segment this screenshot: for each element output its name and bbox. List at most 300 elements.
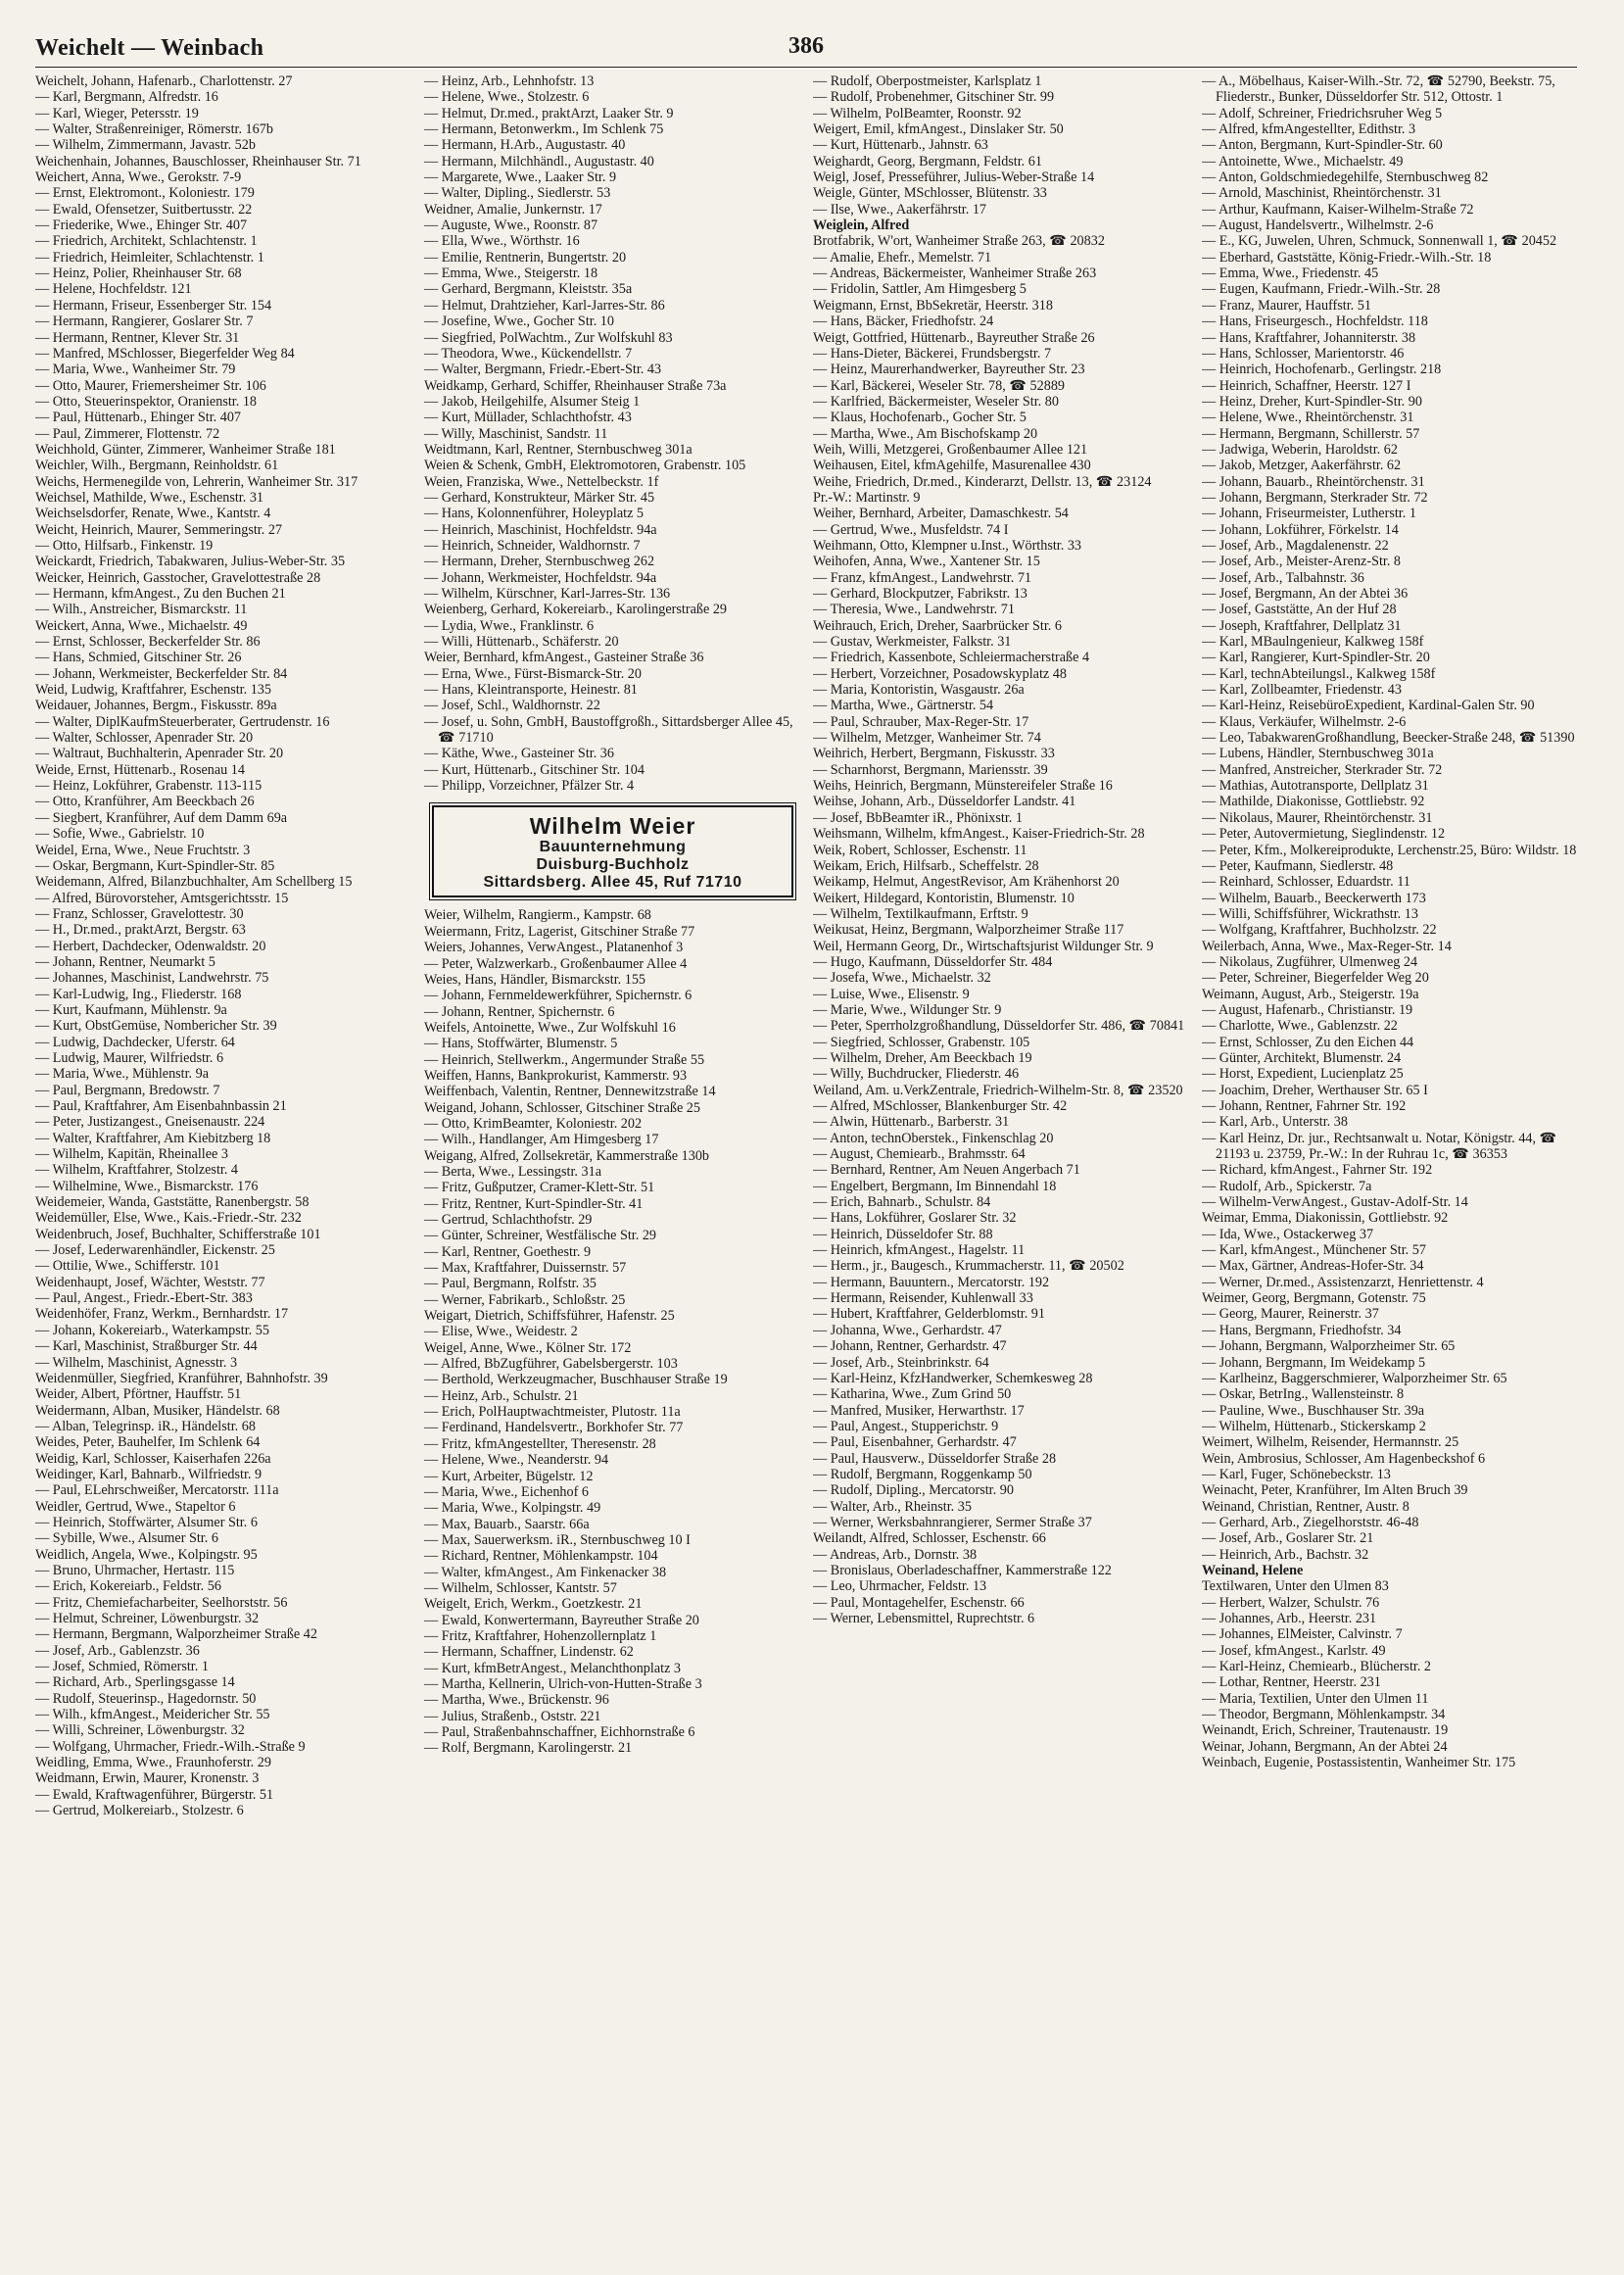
directory-entry: — Jakob, Metzger, Aakerfährstr. 62: [1202, 458, 1402, 474]
directory-entry: — Ewald, Kraftwagenführer, Bürgerstr. 51: [35, 1786, 274, 1803]
directory-entry: — Josef, kfmAngest., Karlstr. 49: [1202, 1642, 1386, 1659]
directory-entry: Weienberg, Gerhard, Kokereiarb., Karolingerstraße 29: [424, 602, 728, 618]
directory-entry: — Johann, Bergmann, Sterkrader Str. 72: [1202, 489, 1428, 506]
directory-entry: Weichler, Wilh., Bergmann, Reinholdstr. 61: [35, 458, 279, 474]
directory-entry: Weinacht, Peter, Kranführer, Im Alten Bruch 39: [1202, 1482, 1468, 1499]
directory-entry: — Hermann, Bauuntern., Mercatorstr. 192: [813, 1274, 1050, 1290]
directory-entry: — Karl, kfmAngest., Münchener Str. 57: [1202, 1242, 1426, 1259]
directory-entry: — Joachim, Dreher, Werthauser Str. 65 I: [1202, 1082, 1428, 1098]
directory-entry: — Georg, Maurer, Reinerstr. 37: [1202, 1306, 1379, 1323]
directory-entry: — Helene, Hochfeldstr. 121: [35, 281, 192, 298]
directory-entry: — Karl-Heinz, Chemiearb., Blücherstr. 2: [1202, 1659, 1432, 1675]
directory-entry: — Max, Sauerwerksm. iR., Sternbuschweg 10 I: [424, 1531, 691, 1548]
page-number: 386: [788, 33, 824, 59]
directory-entry: Weihe, Friedrich, Dr.med., Kinderarzt, Dellstr. 13, ☎ 23124: [813, 473, 1152, 490]
directory-entry: — Hermann, Rentner, Klever Str. 31: [35, 329, 240, 346]
directory-entry: Weikert, Hildegard, Kontoristin, Blumenstr. 10: [813, 890, 1075, 906]
directory-entry: — Berta, Wwe., Lessingstr. 31a: [424, 1163, 601, 1180]
directory-entry: — Paul, Bergmann, Rolfstr. 35: [424, 1276, 597, 1292]
directory-entry: — Emma, Wwe., Steigerstr. 18: [424, 266, 598, 282]
directory-entry: — Ella, Wwe., Wörthstr. 16: [424, 233, 580, 250]
directory-entry: — Paul, Hüttenarb., Ehinger Str. 407: [35, 410, 242, 426]
directory-entry: — Helmut, Dr.med., praktArzt, Laaker Str. 9: [424, 105, 674, 121]
directory-entry: — Friedrich, Architekt, Schlachtenstr. 1: [35, 233, 258, 250]
directory-entry: — Erich, Kokereiarb., Feldstr. 56: [35, 1578, 221, 1595]
directory-entry: — Wilh., kfmAngest., Meidericher Str. 55: [35, 1707, 270, 1723]
directory-entry: — Andreas, Bäckermeister, Wanheimer Straße 263: [813, 266, 1097, 282]
directory-entry: — Auguste, Wwe., Roonstr. 87: [424, 218, 598, 234]
directory-entry: — Theresia, Wwe., Landwehrstr. 71: [813, 602, 1015, 618]
directory-entry: — Paul, Zimmerer, Flottenstr. 72: [35, 425, 220, 442]
page-title: Weichelt — Weinbach: [35, 35, 264, 61]
directory-entry: Weimar, Emma, Diakonissin, Gottliebstr. 92: [1202, 1210, 1449, 1227]
directory-entry: Weinar, Johann, Bergmann, An der Abtei 24: [1202, 1738, 1448, 1755]
directory-entry: — Gerhard, Konstrukteur, Märker Str. 45: [424, 489, 655, 506]
directory-entry: — Karl, technAbteilungsl., Kalkweg 158f: [1202, 665, 1436, 682]
directory-entry: — Rudolf, Dipling., Mercatorstr. 90: [813, 1482, 1014, 1499]
directory-entry: — Rudolf, Oberpostmeister, Karlsplatz 1: [813, 73, 1042, 89]
directory-entry: — Heinz, Polier, Rheinhauser Str. 68: [35, 266, 242, 282]
directory-entry: — Wilh., Anstreicher, Bismarckstr. 11: [35, 602, 248, 618]
directory-entry: Weighardt, Georg, Bergmann, Feldstr. 61: [813, 153, 1042, 169]
directory-entry: — Bruno, Uhrmacher, Hertastr. 115: [35, 1562, 235, 1578]
directory-entry: — Lubens, Händler, Sternbuschweg 301a: [1202, 746, 1434, 762]
directory-entry: — Werner, Dr.med., Assistenzarzt, Henriettenstr. 4: [1202, 1274, 1484, 1290]
directory-entry: Weidling, Emma, Wwe., Fraunhoferstr. 29: [35, 1755, 271, 1771]
ad-company-name: Wilhelm Weier: [529, 813, 696, 840]
directory-entry: — Richard, kfmAngest., Fahrner Str. 192: [1202, 1162, 1433, 1179]
directory-entry: Weigle, Günter, MSchlosser, Blütenstr. 33: [813, 185, 1047, 202]
directory-entry: — Maria, Wwe., Eichenhof 6: [424, 1483, 589, 1500]
directory-entry: — Bronislaus, Oberladeschaffner, Kammerstraße 122: [813, 1562, 1112, 1578]
directory-entry: — Helene, Wwe., Rheintörchenstr. 31: [1202, 410, 1414, 426]
directory-entry: — Wilhelm, Kürschner, Karl-Jarres-Str. 136: [424, 586, 671, 602]
directory-entry: Weilandt, Alfred, Schlosser, Eschenstr. 66: [813, 1530, 1046, 1547]
directory-entry: — Ewald, Ofensetzer, Suitbertusstr. 22: [35, 201, 253, 218]
directory-entry: Weik, Robert, Schlosser, Eschenstr. 11: [813, 842, 1027, 858]
directory-entry: — Johann, Lokführer, Förkelstr. 14: [1202, 521, 1399, 538]
directory-entry: — E., KG, Juwelen, Uhren, Schmuck, Sonnenwall 1, ☎ 20452: [1202, 233, 1557, 250]
directory-entry: — Hermann, Bergmann, Schillerstr. 57: [1202, 425, 1420, 442]
directory-entry: — Heinrich, Schneider, Waldhornstr. 7: [424, 537, 641, 554]
directory-entry: — Peter, Justizangest., Gneisenaustr. 224: [35, 1114, 265, 1131]
directory-entry: — Julius, Straßenb., Oststr. 221: [424, 1708, 601, 1724]
directory-entry: Weihsmann, Wilhelm, kfmAngest., Kaiser-Friedrich-Str. 28: [813, 826, 1145, 843]
directory-entry: — Mathilde, Diakonisse, Gottliebstr. 92: [1202, 794, 1425, 810]
directory-entry: — Wolfgang, Uhrmacher, Friedr.-Wilh.-Straße 9: [35, 1738, 306, 1755]
directory-entry: — Heinrich, Stoffwärter, Alsumer Str. 6: [35, 1514, 258, 1530]
directory-entry: — Karlfried, Bäckermeister, Weseler Str. 80: [813, 393, 1059, 410]
directory-entry: — Katharina, Wwe., Zum Grind 50: [813, 1386, 1012, 1403]
directory-entry: — Amalie, Ehefr., Memelstr. 71: [813, 249, 992, 266]
directory-entry: — Fritz, Gußputzer, Cramer-Klett-Str. 51: [424, 1180, 655, 1196]
directory-entry: — Hermann, H.Arb., Augustastr. 40: [424, 137, 626, 154]
directory-entry: Weichselsdorfer, Renate, Wwe., Kantstr. 4: [35, 506, 271, 522]
directory-entry: — Kurt, Hüttenarb., Gitschiner Str. 104: [424, 761, 645, 778]
directory-entry: — Rudolf, Steuerinsp., Hagedornstr. 50: [35, 1690, 257, 1707]
directory-entry: — Johann, Werkmeister, Hochfeldstr. 94a: [424, 569, 657, 586]
directory-entry: Weihse, Johann, Arb., Düsseldorfer Landstr. 41: [813, 794, 1076, 810]
directory-entry: — Heinz, Arb., Schulstr. 21: [424, 1387, 579, 1404]
directory-entry: — Maria, Kontoristin, Wasgaustr. 26a: [813, 682, 1025, 699]
directory-entry: — Heinrich, Hochofenarb., Gerlingstr. 218: [1202, 362, 1442, 378]
directory-entry: — Jadwiga, Weberin, Haroldstr. 62: [1202, 441, 1398, 458]
directory-entry: — Arnold, Maschinist, Rheintörchenstr. 31: [1202, 185, 1442, 202]
directory-entry: — Maria, Wwe., Wanheimer Str. 79: [35, 362, 236, 378]
ad-line-2: Duisburg-Buchholz: [536, 856, 690, 874]
directory-entry: — Hans, Bergmann, Friedhofstr. 34: [1202, 1322, 1402, 1338]
directory-entry: — Kurt, Müllader, Schlachthofstr. 43: [424, 410, 632, 426]
directory-entry: — Berthold, Werkzeugmacher, Buschhauser Straße 19: [424, 1372, 728, 1388]
directory-entry: — Käthe, Wwe., Gasteiner Str. 36: [424, 746, 614, 762]
directory-entry: — Alfred, Bürovorsteher, Amtsgerichtsstr. 15: [35, 890, 289, 906]
directory-entry: Weinbach, Eugenie, Postassistentin, Wanheimer Str. 175: [1202, 1755, 1516, 1771]
directory-entry: — Joseph, Kraftfahrer, Dellplatz 31: [1202, 617, 1402, 634]
directory-entry: Weiglein, Alfred: [813, 218, 910, 234]
directory-entry: — Walter, Dipling., Siedlerstr. 53: [424, 185, 611, 202]
directory-entry: — Hans, Schlosser, Marientorstr. 46: [1202, 345, 1405, 362]
directory-entry: — Peter, Sperrholzgroßhandlung, Düsseldorfer Str. 486, ☎ 70841: [813, 1018, 1185, 1035]
directory-entry: — Alfred, BbZugführer, Gabelsbergerstr. 103: [424, 1356, 678, 1373]
directory-entry: Weidinger, Karl, Bahnarb., Wilfriedstr. 9: [35, 1466, 263, 1482]
directory-entry: — Max, Bauarb., Saarstr. 66a: [424, 1516, 590, 1532]
directory-entry: — Leo, TabakwarenGroßhandlung, Beecker-Straße 248, ☎ 51390: [1202, 730, 1575, 747]
directory-entry: Weiers, Johannes, VerwAngest., Platanenhof 3: [424, 940, 684, 956]
directory-entry: — Hermann, Dreher, Sternbuschweg 262: [424, 554, 655, 570]
directory-entry: Weigel, Anne, Wwe., Kölner Str. 172: [424, 1339, 632, 1356]
directory-entry: — Margarete, Wwe., Laaker Str. 9: [424, 169, 617, 186]
directory-entry: — Johann, Bergmann, Walporzheimer Str. 65: [1202, 1338, 1456, 1355]
directory-entry: — August, Hafenarb., Christianstr. 19: [1202, 1001, 1413, 1018]
directory-entry: — Ernst, Schlosser, Zu den Eichen 44: [1202, 1034, 1414, 1050]
directory-entry: — Josef, Bergmann, An der Abtei 36: [1202, 586, 1409, 602]
directory-entry: — Johannes, Arb., Heerstr. 231: [1202, 1611, 1377, 1626]
directory-entry: — Heinrich, Maschinist, Hochfeldstr. 94a: [424, 521, 657, 538]
directory-entry: — Peter, Walzwerkarb., Großenbaumer Allee 4: [424, 955, 688, 972]
directory-entry: — Lydia, Wwe., Franklinstr. 6: [424, 617, 595, 634]
directory-entry: — Fritz, kfmAngestellter, Theresenstr. 28: [424, 1435, 656, 1452]
directory-entry: — Elise, Wwe., Weidestr. 2: [424, 1324, 578, 1340]
directory-entry: — Maria, Wwe., Kolpingstr. 49: [424, 1500, 601, 1517]
directory-entry: — Friederike, Wwe., Ehinger Str. 407: [35, 218, 248, 234]
directory-entry: — Heinrich, Stellwerkm., Angermunder Straße 55: [424, 1051, 705, 1068]
directory-entry: — Gerhard, Blockputzer, Fabrikstr. 13: [813, 586, 1027, 602]
directory-entry: Weiher, Bernhard, Arbeiter, Damaschkestr. 54: [813, 506, 1069, 522]
directory-entry: — Josef, BbBeamter iR., Phönixstr. 1: [813, 809, 1023, 826]
directory-entry: — Karl, MBaulngenieur, Kalkweg 158f: [1202, 634, 1424, 651]
directory-entry: — Franz, Maurer, Hauffstr. 51: [1202, 297, 1371, 314]
directory-entry: — Hans, Lokführer, Goslarer Str. 32: [813, 1210, 1017, 1227]
directory-entry: Weidemüller, Else, Wwe., Kais.-Friedr.-Str. 232: [35, 1210, 302, 1227]
directory-entry: — Hermann, kfmAngest., Zu den Buchen 21: [35, 586, 286, 602]
directory-entry: Weih, Willi, Metzgerei, Großenbaumer Allee 121: [813, 441, 1088, 458]
directory-entry: — Manfred, MSchlosser, Biegerfelder Weg 84: [35, 345, 295, 362]
directory-entry: — Heinz, Lokführer, Grabenstr. 113-115: [35, 778, 263, 795]
directory-entry: — Franz, Schlosser, Gravelottestr. 30: [35, 905, 244, 922]
directory-entry: — Josef, Schmied, Römerstr. 1: [35, 1659, 209, 1675]
directory-entry: — Ida, Wwe., Ostackerweg 37: [1202, 1226, 1374, 1242]
directory-entry: — A., Möbelhaus, Kaiser-Wilh.-Str. 72, ☎ 52790, Beekstr. 75, Fliederstr., Bunker, Düsseldorfer Str. 512, Ottostr. 1: [1202, 73, 1555, 106]
directory-entry: Weikusat, Heinz, Bergmann, Walporzheimer Straße 117: [813, 922, 1124, 939]
directory-entry: Weidenmüller, Siegfried, Kranführer, Bahnhofstr. 39: [35, 1370, 328, 1386]
directory-entry: Weichelt, Johann, Hafenarb., Charlottenstr. 27: [35, 73, 293, 89]
directory-entry: — Kurt, ObstGemüse, Nombericher Str. 39: [35, 1018, 277, 1035]
directory-entry: Weigang, Alfred, Zollsekretär, Kammerstraße 130b: [424, 1147, 710, 1164]
directory-entry: — Gertrud, Wwe., Musfeldstr. 74 I: [813, 521, 1009, 538]
directory-entry: — Walter, Schlosser, Apenrader Str. 20: [35, 730, 254, 747]
directory-entry: — Arthur, Kaufmann, Kaiser-Wilhelm-Straße 72: [1202, 201, 1474, 218]
directory-entry: — Kurt, Arbeiter, Bügelstr. 12: [424, 1468, 594, 1484]
directory-entry: Weinand, Helene: [1202, 1562, 1304, 1578]
directory-entry: Weider, Albert, Pförtner, Hauffstr. 51: [35, 1386, 242, 1403]
directory-entry: — Hermann, Reisender, Kuhlenwall 33: [813, 1290, 1033, 1307]
directory-entry: — Theodor, Bergmann, Möhlenkampstr. 34: [1202, 1707, 1446, 1723]
directory-entry: — Anton, technOberstek., Finkenschlag 20: [813, 1130, 1054, 1146]
directory-entry: Weier, Bernhard, kfmAngest., Gasteiner Straße 36: [424, 650, 704, 666]
directory-entry: — Johannes, ElMeister, Calvinstr. 7: [1202, 1626, 1403, 1643]
directory-entry: — Gerhard, Bergmann, Kleiststr. 35a: [424, 281, 633, 298]
directory-entry: Weichhold, Günter, Zimmerer, Wanheimer Straße 181: [35, 441, 336, 458]
directory-entry: — Karl, Bergmann, Alfredstr. 16: [35, 89, 218, 106]
directory-entry: — Ernst, Schlosser, Beckerfelder Str. 86: [35, 634, 261, 651]
directory-entry: Weidlich, Angela, Wwe., Kolpingstr. 95: [35, 1546, 258, 1563]
directory-entry: Wein, Ambrosius, Schlosser, Am Hagenbeckshof 6: [1202, 1450, 1486, 1467]
directory-entry: — Martha, Wwe., Brückenstr. 96: [424, 1692, 609, 1709]
directory-entry: — Hubert, Kraftfahrer, Gelderblomstr. 91: [813, 1306, 1045, 1323]
directory-entry: Pr.-W.: Martinstr. 9: [813, 489, 921, 506]
directory-entry: — Paul, Angest., Stupperichstr. 9: [813, 1418, 999, 1434]
directory-entry: — Erich, PolHauptwachtmeister, Plutostr. 11a: [424, 1404, 681, 1421]
directory-entry: Weigl, Josef, Presseführer, Julius-Weber-Straße 14: [813, 169, 1095, 186]
directory-entry: — Wilhelmine, Wwe., Bismarckstr. 176: [35, 1178, 259, 1194]
directory-entry: — Heinrich, kfmAngest., Hagelstr. 11: [813, 1242, 1026, 1259]
directory-entry: — Hans, Friseurgesch., Hochfeldstr. 118: [1202, 314, 1428, 330]
directory-entry: — Karl-Ludwig, Ing., Fliederstr. 168: [35, 986, 242, 1002]
directory-entry: — Richard, Arb., Sperlingsgasse 14: [35, 1674, 235, 1691]
directory-entry: — Josef, Arb., Meister-Arenz-Str. 8: [1202, 554, 1402, 570]
directory-entry: — Helmut, Schreiner, Löwenburgstr. 32: [35, 1611, 260, 1626]
directory-entry: — Richard, Rentner, Möhlenkampstr. 104: [424, 1548, 658, 1565]
directory-entry: — Karlheinz, Baggerschmierer, Walporzheimer Str. 65: [1202, 1370, 1507, 1386]
directory-entry: — Siegfried, Schlosser, Grabenstr. 105: [813, 1034, 1030, 1050]
directory-entry: — Paul, Angest., Friedr.-Ebert-Str. 383: [35, 1290, 253, 1307]
directory-entry: — Wilhelm, Bauarb., Beeckerwerth 173: [1202, 890, 1426, 906]
directory-entry: — Wilhelm-VerwAngest., Gustav-Adolf-Str. 14: [1202, 1194, 1468, 1211]
directory-entry: Weicht, Heinrich, Maurer, Semmeringstr. 27: [35, 521, 283, 538]
directory-entry: — Charlotte, Wwe., Gablenzstr. 22: [1202, 1018, 1398, 1035]
directory-entry: — Emma, Wwe., Friedenstr. 45: [1202, 266, 1379, 282]
directory-entry: — Josefine, Wwe., Gocher Str. 10: [424, 314, 614, 330]
directory-entry: — Manfred, Anstreicher, Sterkrader Str. 72: [1202, 761, 1443, 778]
directory-entry: Weien, Franziska, Wwe., Nettelbeckstr. 1f: [424, 473, 659, 490]
directory-entry: Weides, Peter, Bauhelfer, Im Schlenk 64: [35, 1434, 261, 1451]
directory-entry: — Otto, Kranführer, Am Beeckbach 26: [35, 794, 255, 810]
directory-entry: Weigmann, Ernst, BbSekretär, Heerstr. 318: [813, 297, 1053, 314]
directory-entry: Weickert, Anna, Wwe., Michaelstr. 49: [35, 617, 248, 634]
directory-entry: — Kurt, kfmBetrAngest., Melanchthonplatz 3: [424, 1660, 682, 1676]
page-header: [35, 33, 1577, 68]
directory-entry: — Paul, Straßenbahnschaffner, Eichhornstraße 6: [424, 1724, 695, 1740]
directory-entry: — Oskar, BetrIng., Wallensteinstr. 8: [1202, 1386, 1405, 1403]
directory-entry: — Marie, Wwe., Wildunger Str. 9: [813, 1001, 1002, 1018]
directory-entry: — Martha, Wwe., Am Bischofskamp 20: [813, 425, 1038, 442]
directory-entry: Weidmann, Erwin, Maurer, Kronenstr. 3: [35, 1770, 260, 1787]
directory-entry: — Johann, Werkmeister, Beckerfelder Str. 84: [35, 665, 288, 682]
directory-entry: Weil, Hermann Georg, Dr., Wirtschaftsjurist Wildunger Str. 9: [813, 938, 1154, 954]
directory-entry: Weidemann, Alfred, Bilanzbuchhalter, Am Schellberg 15: [35, 874, 353, 891]
directory-entry: — Sybille, Wwe., Alsumer Str. 6: [35, 1530, 218, 1547]
directory-entry: — Johann, Friseurmeister, Lutherstr. 1: [1202, 506, 1416, 522]
directory-entry: — Andreas, Arb., Dornstr. 38: [813, 1546, 978, 1563]
directory-entry: — Hans, Kolonnenführer, Holeyplatz 5: [424, 506, 645, 522]
directory-entry: — Leo, Uhrmacher, Feldstr. 13: [813, 1578, 987, 1595]
directory-entry: — August, Chemiearb., Brahmsstr. 64: [813, 1146, 1026, 1163]
directory-entry: Weidler, Gertrud, Wwe., Stapeltor 6: [35, 1498, 236, 1515]
directory-entry: Weichert, Anna, Wwe., Gerokstr. 7-9: [35, 169, 242, 186]
directory-entry: — Paul, Hausverw., Düsseldorfer Straße 28: [813, 1450, 1057, 1467]
directory-entry: — Heinz, Arb., Lehnhofstr. 13: [424, 73, 595, 89]
directory-entry: — Walter, Arb., Rheinstr. 35: [813, 1498, 972, 1515]
directory-entry: — Heinrich, Schaffner, Heerstr. 127 I: [1202, 377, 1411, 394]
directory-entry: — Karl, Rentner, Goethestr. 9: [424, 1243, 592, 1260]
directory-entry: — Hermann, Friseur, Essenberger Str. 154: [35, 297, 272, 314]
directory-entry: — Karl, Arb., Unterstr. 38: [1202, 1114, 1348, 1131]
directory-entry: — Wilhelm, Kraftfahrer, Stolzestr. 4: [35, 1162, 239, 1179]
directory-entry: — Wilhelm, Zimmermann, Javastr. 52b: [35, 137, 256, 154]
directory-entry: — Nikolaus, Zugführer, Ulmenweg 24: [1202, 953, 1418, 970]
directory-entry: Weichsel, Mathilde, Wwe., Eschenstr. 31: [35, 489, 264, 506]
directory-entry: Weihrauch, Erich, Dreher, Saarbrücker Str. 6: [813, 617, 1062, 634]
directory-entry: — Walter, Kraftfahrer, Am Kiebitzberg 18: [35, 1130, 271, 1146]
directory-entry: — Walter, kfmAngest., Am Finkenacker 38: [424, 1564, 667, 1580]
directory-entry: — Nikolaus, Maurer, Rheintörchenstr. 31: [1202, 809, 1433, 826]
directory-entry: Weigelt, Erich, Werkm., Goetzkestr. 21: [424, 1596, 643, 1613]
column-2: [424, 73, 799, 2258]
directory-entry: — Friedrich, Kassenbote, Schleiermacherstraße 4: [813, 650, 1090, 666]
directory-entry: — Josef, Arb., Magdalenenstr. 22: [1202, 537, 1389, 554]
directory-entry: — Jakob, Heilgehilfe, Alsumer Steig 1: [424, 393, 641, 410]
directory-entry: Weidenhaupt, Josef, Wächter, Weststr. 77: [35, 1274, 265, 1290]
directory-entry: — Erich, Bahnarb., Schulstr. 84: [813, 1194, 991, 1211]
directory-entry: Weies, Hans, Händler, Bismarckstr. 155: [424, 971, 646, 988]
directory-entry: — Helmut, Drahtzieher, Karl-Jarres-Str. 86: [424, 297, 665, 314]
directory-entry: — Maria, Textilien, Unter den Ulmen 11: [1202, 1690, 1429, 1707]
directory-entry: Weiland, Am. u.VerkZentrale, Friedrich-Wilhelm-Str. 8, ☎ 23520: [813, 1082, 1183, 1098]
directory-entry: — Reinhard, Schlosser, Eduardstr. 11: [1202, 874, 1410, 891]
directory-entry: — Helene, Wwe., Stolzestr. 6: [424, 89, 590, 106]
directory-entry: Textilwaren, Unter den Ulmen 83: [1202, 1578, 1389, 1595]
directory-entry: — Waltraut, Buchhalterin, Apenrader Str. 20: [35, 746, 284, 762]
directory-entry: — Karl-Heinz, KfzHandwerker, Schemkesweg 28: [813, 1370, 1093, 1386]
directory-entry: Weikam, Erich, Hilfsarb., Scheffelstr. 28: [813, 857, 1039, 874]
directory-entry: Weidig, Karl, Schlosser, Kaiserhafen 226a: [35, 1450, 271, 1467]
directory-entry: Weidermann, Alban, Musiker, Händelstr. 68: [35, 1402, 280, 1419]
directory-entry: Weickardt, Friedrich, Tabakwaren, Julius-Weber-Str. 35: [35, 554, 346, 570]
column-3: [813, 73, 1188, 2258]
directory-entry: — Johann, Bauarb., Rheintörchenstr. 31: [1202, 473, 1425, 490]
directory-entry: — Eberhard, Gaststätte, König-Friedr.-Wilh.-Str. 18: [1202, 249, 1492, 266]
directory-entry: — Karl Heinz, Dr. jur., Rechtsanwalt u. Notar, Königstr. 44, ☎ 21193 u. 23759, Pr.-W.: In der Ruhrau 1c, ☎ 36353: [1202, 1130, 1557, 1163]
directory-entry: — Rudolf, Arb., Spickerstr. 7a: [1202, 1178, 1372, 1194]
directory-entry: — Hermann, Rangierer, Goslarer Str. 7: [35, 314, 254, 330]
directory-entry: — Wilhelm, Maschinist, Agnesstr. 3: [35, 1354, 238, 1371]
directory-entry: — Karl, Rangierer, Kurt-Spindler-Str. 20: [1202, 650, 1430, 666]
directory-entry: — Paul, Eisenbahner, Gerhardstr. 47: [813, 1434, 1017, 1451]
directory-entry: — Paul, Montagehelfer, Eschenstr. 66: [813, 1594, 1025, 1611]
directory-entry: — Werner, Werksbahnrangierer, Sermer Straße 37: [813, 1514, 1092, 1530]
directory-entry: — Ferdinand, Handelsvertr., Borkhofer Str. 77: [424, 1420, 684, 1436]
directory-entry: Weihausen, Eitel, kfmAgehilfe, Masurenallee 430: [813, 458, 1091, 474]
directory-entry: Weihofen, Anna, Wwe., Xantener Str. 15: [813, 554, 1040, 570]
directory-entry: — Josef, Lederwarenhändler, Eickenstr. 25: [35, 1242, 275, 1259]
directory-entry: — Johanna, Wwe., Gerhardstr. 47: [813, 1322, 1002, 1338]
directory-entry: — Paul, ELehrschweißer, Mercatorstr. 111a: [35, 1482, 279, 1499]
directory-entry: — Oskar, Bergmann, Kurt-Spindler-Str. 85: [35, 857, 275, 874]
directory-entry: Weiffenbach, Valentin, Rentner, Dennewitzstraße 14: [424, 1084, 716, 1100]
directory-entry: — Ottilie, Wwe., Schifferstr. 101: [35, 1258, 220, 1275]
directory-entry: Weimann, August, Arb., Steigerstr. 19a: [1202, 986, 1419, 1002]
directory-entry: — Emilie, Rentnerin, Bungertstr. 20: [424, 249, 627, 266]
directory-entry: Weifels, Antoinette, Wwe., Zur Wolfskuhl 16: [424, 1019, 676, 1036]
directory-entry: Weid, Ludwig, Kraftfahrer, Eschenstr. 135: [35, 682, 271, 699]
directory-entry: — Walter, Straßenreiniger, Römerstr. 167b: [35, 121, 273, 138]
directory-entry: — Werner, Fabrikarb., Schloßstr. 25: [424, 1291, 626, 1308]
directory-entry: — Johann, Bergmann, Im Weidekamp 5: [1202, 1354, 1426, 1371]
directory-entry: — Wilhelm, PolBeamter, Roonstr. 92: [813, 105, 1022, 121]
directory-entry: — Wilh., Handlanger, Am Himgesberg 17: [424, 1132, 659, 1148]
directory-entry: — Willi, Schiffsführer, Wickrathstr. 13: [1202, 905, 1418, 922]
directory-entry: — Sofie, Wwe., Gabrielstr. 10: [35, 826, 205, 843]
directory-entry: — Erna, Wwe., Fürst-Bismarck-Str. 20: [424, 665, 642, 682]
directory-entry: — Max, Gärtner, Andreas-Hofer-Str. 34: [1202, 1258, 1424, 1275]
directory-entry: — Johann, Rentner, Fahrner Str. 192: [1202, 1098, 1407, 1114]
directory-entry: — Otto, Maurer, Friemersheimer Str. 106: [35, 377, 266, 394]
directory-entry: Weide, Ernst, Hüttenarb., Rosenau 14: [35, 761, 245, 778]
directory-entry: — Engelbert, Bergmann, Im Binnendahl 18: [813, 1178, 1057, 1194]
directory-entry: — Manfred, Musiker, Herwarthstr. 17: [813, 1402, 1025, 1419]
directory-entry: — Wilhelm, Hüttenarb., Stickerskamp 2: [1202, 1418, 1426, 1434]
directory-entry: Weidkamp, Gerhard, Schiffer, Rheinhauser Straße 73a: [424, 377, 727, 394]
directory-entry: — Antoinette, Wwe., Michaelstr. 49: [1202, 153, 1404, 169]
directory-entry: Weichs, Hermenegilde von, Lehrerin, Wanheimer Str. 317: [35, 473, 358, 490]
directory-entry: — Bernhard, Rentner, Am Neuen Angerbach 71: [813, 1162, 1080, 1179]
directory-entry: — Alban, Telegrinsp. iR., Händelstr. 68: [35, 1418, 256, 1434]
directory-entry: Weigert, Emil, kfmAngest., Dinslaker Str. 50: [813, 121, 1064, 138]
directory-entry: Weidauer, Johannes, Bergm., Fiskusstr. 89a: [35, 698, 277, 714]
directory-entry: — Ewald, Konwertermann, Bayreuther Straße 20: [424, 1612, 699, 1628]
directory-entry: — Willi, Schreiner, Löwenburgstr. 32: [35, 1722, 245, 1739]
directory-entry: — Werner, Lebensmittel, Ruprechtstr. 6: [813, 1611, 1035, 1626]
directory-entry: Weilerbach, Anna, Wwe., Max-Reger-Str. 14: [1202, 938, 1452, 954]
directory-entry: — Walter, Bergmann, Friedr.-Ebert-Str. 43: [424, 362, 662, 378]
directory-entry: — Ilse, Wwe., Aakerfährstr. 17: [813, 201, 987, 218]
directory-entry: — Willi, Hüttenarb., Schäferstr. 20: [424, 634, 619, 651]
directory-entry: — Josef, Gaststätte, An der Huf 28: [1202, 602, 1397, 618]
directory-entry: — Paul, Schrauber, Max-Reger-Str. 17: [813, 713, 1029, 730]
directory-entry: — Rolf, Bergmann, Karolingerstr. 21: [424, 1740, 633, 1757]
directory-entry: — Gertrud, Schlachthofstr. 29: [424, 1212, 593, 1228]
directory-entry: — Wolfgang, Kraftfahrer, Buchholzstr. 22: [1202, 922, 1437, 939]
directory-entry: — Franz, kfmAngest., Landwehrstr. 71: [813, 569, 1032, 586]
directory-entry: — Fritz, Chemiefacharbeiter, Seelhorststr. 56: [35, 1594, 288, 1611]
directory-entry: — Eugen, Kaufmann, Friedr.-Wilh.-Str. 28: [1202, 281, 1441, 298]
ad-line-3: Sittardsberg. Allee 45, Ruf 71710: [483, 874, 742, 892]
directory-entry: — Josef, Arb., Steinbrinkstr. 64: [813, 1354, 989, 1371]
directory-entry: — Josef, Arb., Talbahnstr. 36: [1202, 569, 1364, 586]
directory-entry: — Heinz, Dreher, Kurt-Spindler-Str. 90: [1202, 393, 1422, 410]
directory-entry: Weihrich, Herbert, Bergmann, Fiskusstr. 33: [813, 746, 1055, 762]
directory-entry: — Anton, Bergmann, Kurt-Spindler-Str. 60: [1202, 137, 1443, 154]
